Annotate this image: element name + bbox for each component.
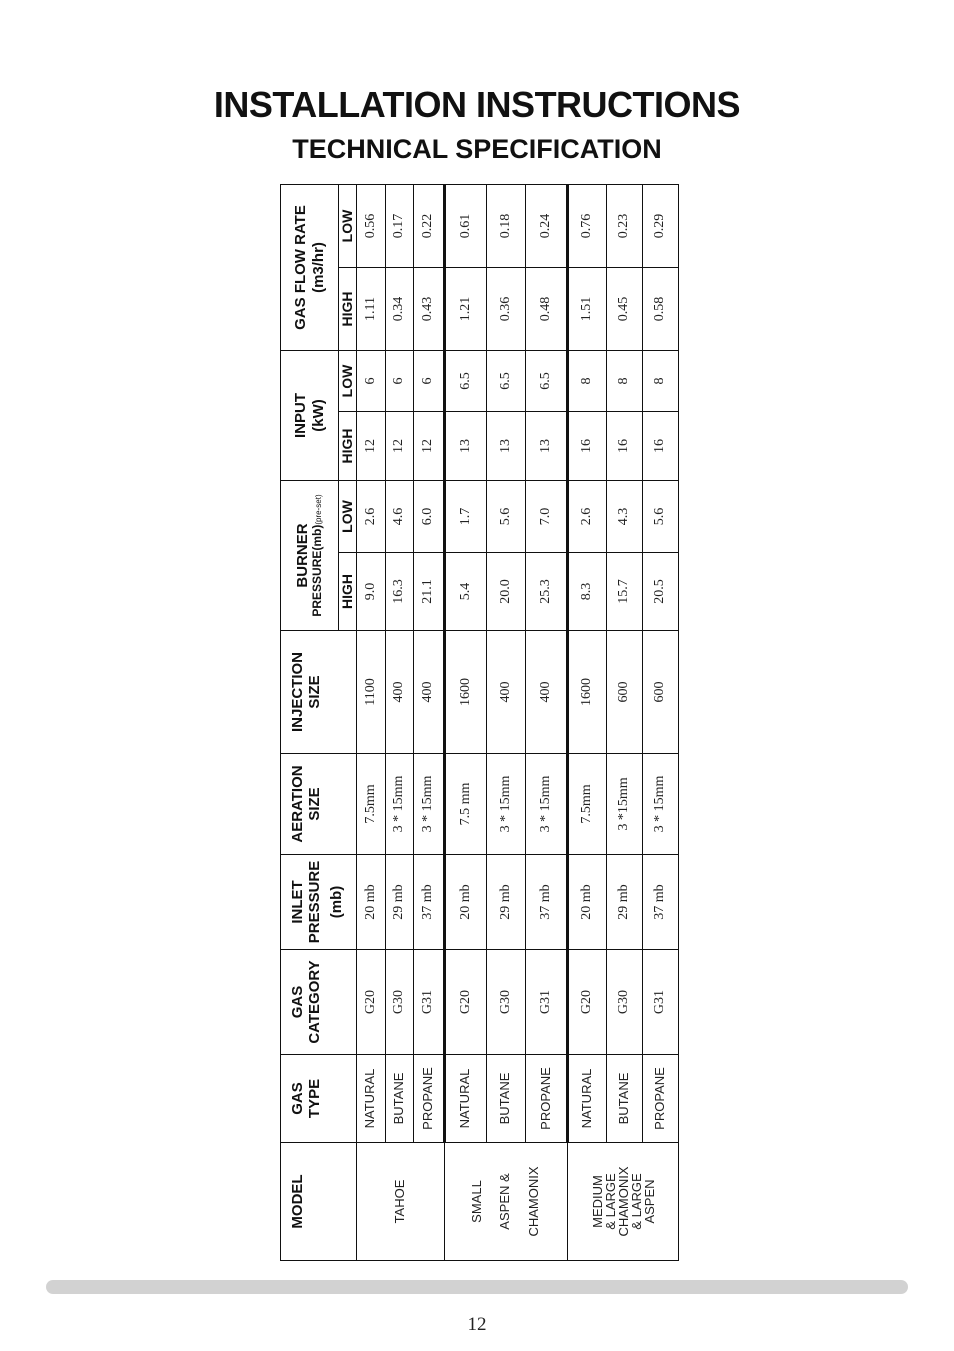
inlet-pressure-cell: 29 mb [486, 855, 526, 950]
gas-category-cell: G31 [526, 950, 568, 1055]
injection-size-cell: 400 [385, 631, 414, 754]
gas-type-cell: NATURAL [357, 1055, 386, 1143]
header-gas-flow-rate: GAS FLOW RATE (m3/hr) [281, 185, 339, 351]
injection-size-cell: 1100 [357, 631, 386, 754]
burner-high-cell: 25.3 [526, 553, 568, 631]
aeration-size-cell: 7.5mm [568, 754, 606, 855]
model-cell: MEDIUM & LARGE CHAMONIX & LARGE ASPEN [568, 1143, 679, 1261]
input-high-cell: 16 [642, 412, 678, 481]
input-low-cell: 6 [414, 351, 444, 412]
gas-type-cell: PROPANE [414, 1055, 444, 1143]
gas-type-cell: PROPANE [526, 1055, 568, 1143]
flow-low-cell: 0.24 [526, 185, 568, 268]
input-high-cell: 13 [444, 412, 486, 481]
injection-size-cell: 400 [486, 631, 526, 754]
gas-type-cell: NATURAL [444, 1055, 486, 1143]
gas-type-cell: BUTANE [486, 1055, 526, 1143]
gas-type-cell: PROPANE [642, 1055, 678, 1143]
header-input-low: LOW [339, 351, 357, 412]
header-burner-pressure: BURNER PRESSURE(mb)(pre-set) [281, 481, 339, 631]
page-subtitle: TECHNICAL SPECIFICATION [292, 134, 662, 164]
inlet-pressure-cell: 20 mb [568, 855, 606, 950]
burner-low-cell: 7.0 [526, 481, 568, 553]
burner-low-cell: 6.0 [414, 481, 444, 553]
table-row [568, 185, 606, 1261]
input-high-cell: 16 [568, 412, 606, 481]
flow-low-cell: 0.61 [444, 185, 486, 268]
flow-low-cell: 0.17 [385, 185, 414, 268]
aeration-size-cell: 7.5 mm [444, 754, 486, 855]
flow-high-cell: 1.11 [357, 268, 386, 351]
header-model: MODEL [281, 1143, 357, 1261]
burner-high-cell: 5.4 [444, 553, 486, 631]
gas-category-cell: G30 [385, 950, 414, 1055]
gas-type-cell: BUTANE [385, 1055, 414, 1143]
gas-category-cell: G20 [444, 950, 486, 1055]
burner-high-cell: 20.0 [486, 553, 526, 631]
gas-category-cell: G20 [568, 950, 606, 1055]
input-low-cell: 6 [357, 351, 386, 412]
input-low-cell: 6.5 [444, 351, 486, 412]
gas-type-cell: BUTANE [606, 1055, 642, 1143]
flow-high-cell: 0.34 [385, 268, 414, 351]
burner-high-cell: 21.1 [414, 553, 444, 631]
burner-high-cell: 9.0 [357, 553, 386, 631]
gas-type-cell: NATURAL [568, 1055, 606, 1143]
aeration-size-cell: 7.5mm [357, 754, 386, 855]
flow-high-cell: 0.36 [486, 268, 526, 351]
aeration-size-cell: 3 * 15mm [486, 754, 526, 855]
input-low-cell: 6.5 [526, 351, 568, 412]
header-input: INPUT (kW) [281, 351, 339, 481]
injection-size-cell: 400 [414, 631, 444, 754]
table-row [414, 185, 444, 1261]
input-high-cell: 12 [414, 412, 444, 481]
gas-category-cell: G31 [642, 950, 678, 1055]
aeration-size-cell: 3 * 15mm [385, 754, 414, 855]
input-low-cell: 8 [568, 351, 606, 412]
table-row [444, 185, 486, 1261]
table-row [526, 185, 568, 1261]
header-input-high: HIGH [339, 412, 357, 481]
table-row [642, 185, 678, 1261]
burner-high-cell: 20.5 [642, 553, 678, 631]
input-low-cell: 8 [606, 351, 642, 412]
model-cell: TAHOE [357, 1143, 445, 1261]
input-low-cell: 8 [642, 351, 678, 412]
flow-high-cell: 0.43 [414, 268, 444, 351]
header-gas-category: GAS CATEGORY [281, 950, 357, 1055]
table-row [385, 185, 414, 1261]
input-high-cell: 16 [606, 412, 642, 481]
flow-high-cell: 0.48 [526, 268, 568, 351]
gas-category-cell: G31 [414, 950, 444, 1055]
gas-category-cell: G20 [357, 950, 386, 1055]
injection-size-cell: 600 [642, 631, 678, 754]
technical-specification-table [280, 184, 679, 1261]
input-high-cell: 12 [385, 412, 414, 481]
flow-low-cell: 0.56 [357, 185, 386, 268]
inlet-pressure-cell: 29 mb [606, 855, 642, 950]
flow-high-cell: 1.21 [444, 268, 486, 351]
burner-low-cell: 4.3 [606, 481, 642, 553]
burner-low-cell: 1.7 [444, 481, 486, 553]
inlet-pressure-cell: 37 mb [414, 855, 444, 950]
flow-low-cell: 0.76 [568, 185, 606, 268]
aeration-size-cell: 3 * 15mm [526, 754, 568, 855]
aeration-size-cell: 3 * 15mm [414, 754, 444, 855]
table-row [486, 185, 526, 1261]
flow-high-cell: 1.51 [568, 268, 606, 351]
inlet-pressure-cell: 20 mb [357, 855, 386, 950]
header-inlet-pressure: INLET PRESSURE (mb) [281, 855, 357, 950]
input-high-cell: 13 [486, 412, 526, 481]
burner-low-cell: 5.6 [486, 481, 526, 553]
footer-divider-bar [46, 1280, 908, 1294]
header-burner-high: HIGH [339, 553, 357, 631]
flow-low-cell: 0.23 [606, 185, 642, 268]
page-number: 12 [467, 1314, 487, 1335]
burner-low-cell: 2.6 [568, 481, 606, 553]
header-flow-high: HIGH [339, 268, 357, 351]
inlet-pressure-cell: 37 mb [526, 855, 568, 950]
header-injection-size: INJECTION SIZE [281, 631, 357, 754]
burner-low-cell: 2.6 [357, 481, 386, 553]
input-low-cell: 6.5 [486, 351, 526, 412]
injection-size-cell: 600 [606, 631, 642, 754]
header-flow-low: LOW [339, 185, 357, 268]
header-gas-type: GAS TYPE [281, 1055, 357, 1143]
aeration-size-cell: 3 *15mm [606, 754, 642, 855]
injection-size-cell: 1600 [444, 631, 486, 754]
burner-high-cell: 8.3 [568, 553, 606, 631]
flow-low-cell: 0.29 [642, 185, 678, 268]
flow-low-cell: 0.18 [486, 185, 526, 268]
spec-table-rotated [280, 185, 679, 1261]
burner-high-cell: 16.3 [385, 553, 414, 631]
input-low-cell: 6 [385, 351, 414, 412]
inlet-pressure-cell: 37 mb [642, 855, 678, 950]
inlet-pressure-cell: 20 mb [444, 855, 486, 950]
flow-high-cell: 0.58 [642, 268, 678, 351]
injection-size-cell: 1600 [568, 631, 606, 754]
input-high-cell: 13 [526, 412, 568, 481]
injection-size-cell: 400 [526, 631, 568, 754]
header-aeration-size: AERATION SIZE [281, 754, 357, 855]
input-high-cell: 12 [357, 412, 386, 481]
flow-high-cell: 0.45 [606, 268, 642, 351]
burner-low-cell: 5.6 [642, 481, 678, 553]
gas-category-cell: G30 [486, 950, 526, 1055]
gas-category-cell: G30 [606, 950, 642, 1055]
aeration-size-cell: 3 * 15mm [642, 754, 678, 855]
model-cell: SMALL ASPEN & CHAMONIX [444, 1143, 568, 1261]
burner-high-cell: 15.7 [606, 553, 642, 631]
burner-low-cell: 4.6 [385, 481, 414, 553]
table-row [357, 185, 386, 1261]
page-title: INSTALLATION INSTRUCTIONS [213, 84, 741, 125]
header-burner-low: LOW [339, 481, 357, 553]
inlet-pressure-cell: 29 mb [385, 855, 414, 950]
flow-low-cell: 0.22 [414, 185, 444, 268]
table-row [606, 185, 642, 1261]
